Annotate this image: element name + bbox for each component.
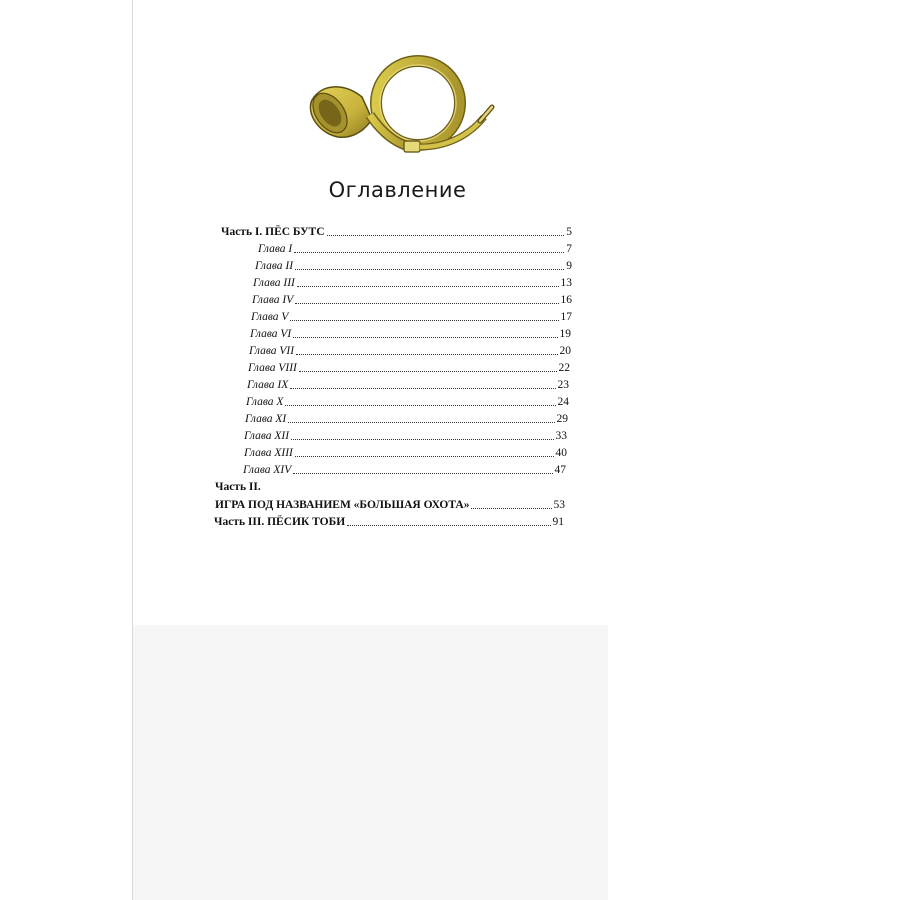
toc-entry-chapter[interactable] bbox=[248, 358, 570, 375]
toc-entry-chapter[interactable] bbox=[253, 273, 572, 290]
toc-entry-page: 23 bbox=[557, 379, 569, 391]
toc-entry-chapter[interactable] bbox=[258, 239, 572, 256]
toc-entry-page: 53 bbox=[553, 499, 565, 511]
dot-leader bbox=[299, 370, 557, 372]
dot-leader bbox=[295, 268, 564, 270]
dot-leader bbox=[347, 524, 550, 526]
toc-entry-label: Глава II bbox=[255, 260, 294, 272]
toc-entry-chapter[interactable] bbox=[245, 409, 568, 426]
dot-leader bbox=[327, 234, 565, 236]
toc-entry-page: 22 bbox=[558, 362, 570, 374]
toc-entry-chapter[interactable] bbox=[243, 460, 566, 477]
dot-leader bbox=[288, 421, 554, 423]
toc-entry-label: Глава III bbox=[253, 277, 295, 289]
toc-part-2-heading bbox=[215, 477, 415, 494]
dot-leader bbox=[293, 336, 557, 338]
toc-entry-label: Глава XIII bbox=[244, 447, 293, 459]
toc-entry-label: ИГРА ПОД НАЗВАНИЕМ «БОЛЬШАЯ ОХОТА» bbox=[215, 499, 470, 511]
dot-leader bbox=[293, 472, 552, 474]
toc-entry-chapter[interactable] bbox=[247, 375, 569, 392]
toc-entry-chapter[interactable] bbox=[249, 341, 571, 358]
toc-entry-page: 5 bbox=[566, 226, 572, 238]
toc-entry-label: Глава XII bbox=[244, 430, 290, 442]
toc-entry-label: Глава IX bbox=[247, 379, 289, 391]
toc-entry-part-2[interactable] bbox=[215, 495, 565, 512]
dot-leader bbox=[285, 404, 555, 406]
toc-entry-chapter[interactable] bbox=[246, 392, 569, 409]
toc-entry-label: Глава IV bbox=[252, 294, 294, 306]
toc-entry-page: 19 bbox=[559, 328, 571, 340]
toc-entry-page: 24 bbox=[557, 396, 569, 408]
toc-entry-label: Глава XIV bbox=[243, 464, 292, 476]
toc-entry-chapter[interactable] bbox=[244, 443, 567, 460]
dot-leader bbox=[294, 251, 564, 253]
toc-entry-label: Глава X bbox=[246, 396, 284, 408]
dot-leader bbox=[290, 387, 555, 389]
toc-part-heading: Часть II. bbox=[215, 481, 261, 493]
toc-entry-part-1[interactable] bbox=[221, 222, 572, 239]
toc-entry-label: Часть I. ПЁС БУТС bbox=[221, 226, 325, 238]
dot-leader bbox=[297, 285, 559, 287]
dot-leader bbox=[295, 455, 554, 457]
toc-entry-page: 40 bbox=[555, 447, 567, 459]
dot-leader bbox=[295, 302, 558, 304]
dot-leader bbox=[471, 507, 551, 509]
toc-entry-page: 13 bbox=[560, 277, 572, 289]
toc-entry-chapter[interactable] bbox=[244, 426, 567, 443]
dot-leader bbox=[290, 319, 558, 321]
toc-entry-chapter[interactable] bbox=[252, 290, 572, 307]
page-lower-area bbox=[133, 625, 608, 900]
toc-entry-page: 20 bbox=[559, 345, 571, 357]
dot-leader bbox=[296, 353, 557, 355]
toc-entry-label: Глава VIII bbox=[248, 362, 297, 374]
toc-entry-chapter[interactable] bbox=[255, 256, 572, 273]
toc-entry-page: 33 bbox=[555, 430, 567, 442]
toc-entry-label: Глава VI bbox=[250, 328, 292, 340]
dot-leader bbox=[291, 438, 553, 440]
toc-entry-page: 16 bbox=[560, 294, 572, 306]
toc-entry-chapter[interactable] bbox=[251, 307, 572, 324]
toc-entry-page: 29 bbox=[556, 413, 568, 425]
toc-entry-page: 47 bbox=[554, 464, 566, 476]
scan-margin bbox=[0, 0, 133, 900]
toc-entry-label: Глава V bbox=[251, 311, 289, 323]
toc-entry-part-3[interactable] bbox=[214, 512, 564, 529]
toc-entry-label: Часть III. ПЁСИК ТОБИ bbox=[214, 516, 346, 528]
post-horn-icon bbox=[300, 55, 500, 165]
toc-entry-page: 17 bbox=[560, 311, 572, 323]
toc-entry-label: Глава I bbox=[258, 243, 293, 255]
toc-entry-page: 9 bbox=[566, 260, 572, 272]
toc-entry-chapter[interactable] bbox=[250, 324, 571, 341]
toc-title: Оглавление bbox=[328, 178, 467, 202]
toc-entry-page: 7 bbox=[566, 243, 572, 255]
toc-entry-label: Глава XI bbox=[245, 413, 287, 425]
scan-margin-right bbox=[608, 0, 900, 900]
toc-entry-label: Глава VII bbox=[249, 345, 295, 357]
toc-entry-page: 91 bbox=[552, 516, 564, 528]
